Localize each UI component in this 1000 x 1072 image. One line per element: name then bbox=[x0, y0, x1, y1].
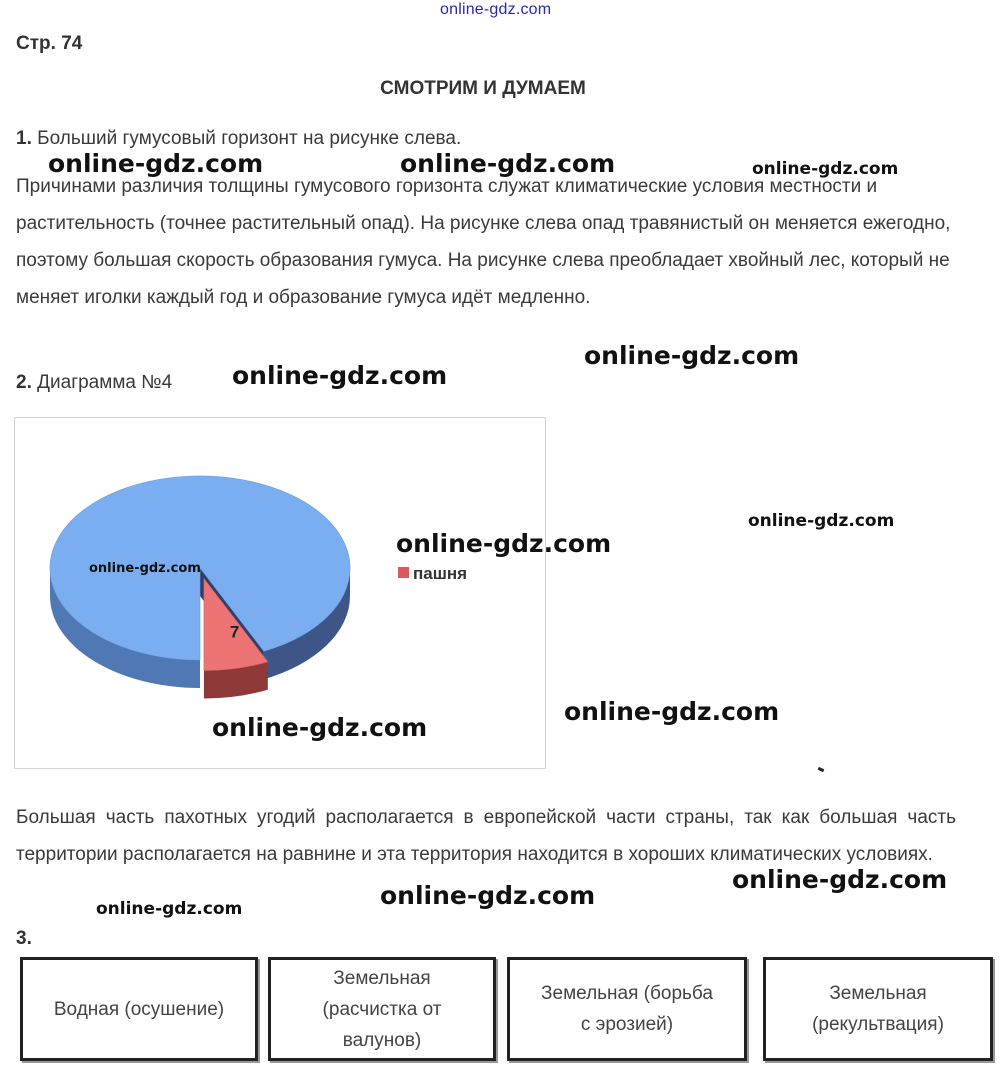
q2-explanation: Большая часть пахотных угодий располагается в европейской части страны, так как большая часть территории располагается на равнине и эта территория находится в хороших климатических условиях. bbox=[16, 807, 956, 865]
watermark-text: online-gdz.com bbox=[400, 149, 616, 178]
section-title: СМОТРИМ И ДУМАЕМ bbox=[380, 78, 586, 99]
watermark-text: online-gdz.com bbox=[584, 341, 800, 370]
box-line: Земельная bbox=[829, 983, 927, 1004]
box-line: Земельная (борьба bbox=[541, 983, 713, 1004]
box-line: валунов) bbox=[342, 1029, 422, 1051]
watermark-text: online-gdz.com bbox=[748, 511, 895, 531]
box-line: (расчистка от bbox=[322, 998, 442, 1020]
watermark-text: online-gdz.com bbox=[212, 713, 428, 742]
q3-number: 3. bbox=[16, 928, 32, 949]
watermark-text: online-gdz.com bbox=[564, 697, 780, 726]
watermark-text: online-gdz.com bbox=[380, 881, 596, 910]
stray-mark bbox=[818, 767, 825, 772]
watermark-text: online-gdz.com bbox=[96, 899, 243, 919]
page-number: Стр. 74 bbox=[16, 33, 83, 54]
box-line: с эрозией) bbox=[580, 1014, 674, 1035]
watermark-text: online-gdz.com bbox=[89, 561, 201, 576]
box-line: Водная (осушение) bbox=[53, 998, 225, 1020]
q2-answer: Диаграмма №4 bbox=[37, 372, 173, 393]
watermark-text: online-gdz.com bbox=[232, 361, 448, 390]
box-line: Земельная bbox=[333, 967, 431, 989]
q2-number: 2. bbox=[16, 372, 32, 393]
q1-number: 1. bbox=[16, 128, 32, 149]
watermark-text: online-gdz.com bbox=[732, 865, 948, 894]
measure-box-land-erosion bbox=[507, 957, 747, 1061]
measure-box-land-boulders bbox=[268, 957, 496, 1061]
q1-answer: Больший гумусовый горизонт на рисунке слева. bbox=[37, 128, 462, 149]
measure-box-land-reclamation bbox=[763, 957, 993, 1061]
box-text bbox=[323, 963, 442, 1056]
pie-value-label: 7 bbox=[229, 622, 240, 642]
watermark-text: online-gdz.com bbox=[48, 149, 264, 178]
q1-explanation: Причинами различия толщины гумусового горизонта служат климатические условия местности и растительность (точнее растительный опад). На рисунке слева опад травянистый он меняется ежегодно, поэтому большая скорость образования гумуса. На рисунке слева преобладает хвойный лес, который не меняет иголки каждый год и образование гумуса идёт медленно. bbox=[16, 176, 951, 308]
top-watermark: online-gdz.com bbox=[440, 1, 552, 18]
q2-answer-line bbox=[16, 364, 956, 401]
box-text bbox=[541, 978, 713, 1040]
box-line: (рекультвация) bbox=[812, 1014, 944, 1035]
watermark-text: online-gdz.com bbox=[752, 159, 899, 179]
q3-header bbox=[16, 920, 956, 957]
measure-box-water bbox=[20, 957, 258, 1061]
legend-swatch bbox=[398, 567, 409, 578]
legend-label: пашня bbox=[413, 564, 468, 583]
box-text bbox=[54, 994, 224, 1025]
watermark-text: online-gdz.com bbox=[396, 529, 612, 558]
box-text bbox=[812, 978, 944, 1040]
